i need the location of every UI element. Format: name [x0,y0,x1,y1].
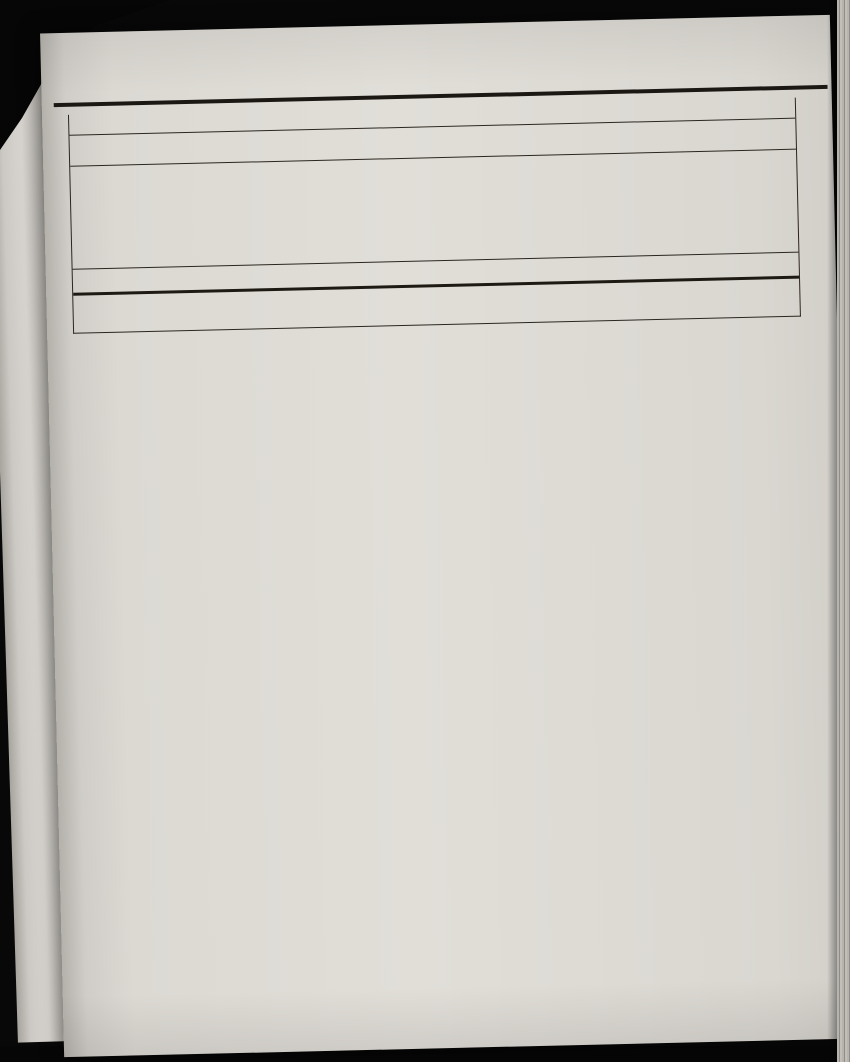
document-page [40,15,850,1057]
showthrough-ghost-layer [40,15,830,34]
book-fore-edge [837,0,850,1062]
fore-edge-shadow [827,0,837,1062]
imports-table [68,98,801,334]
